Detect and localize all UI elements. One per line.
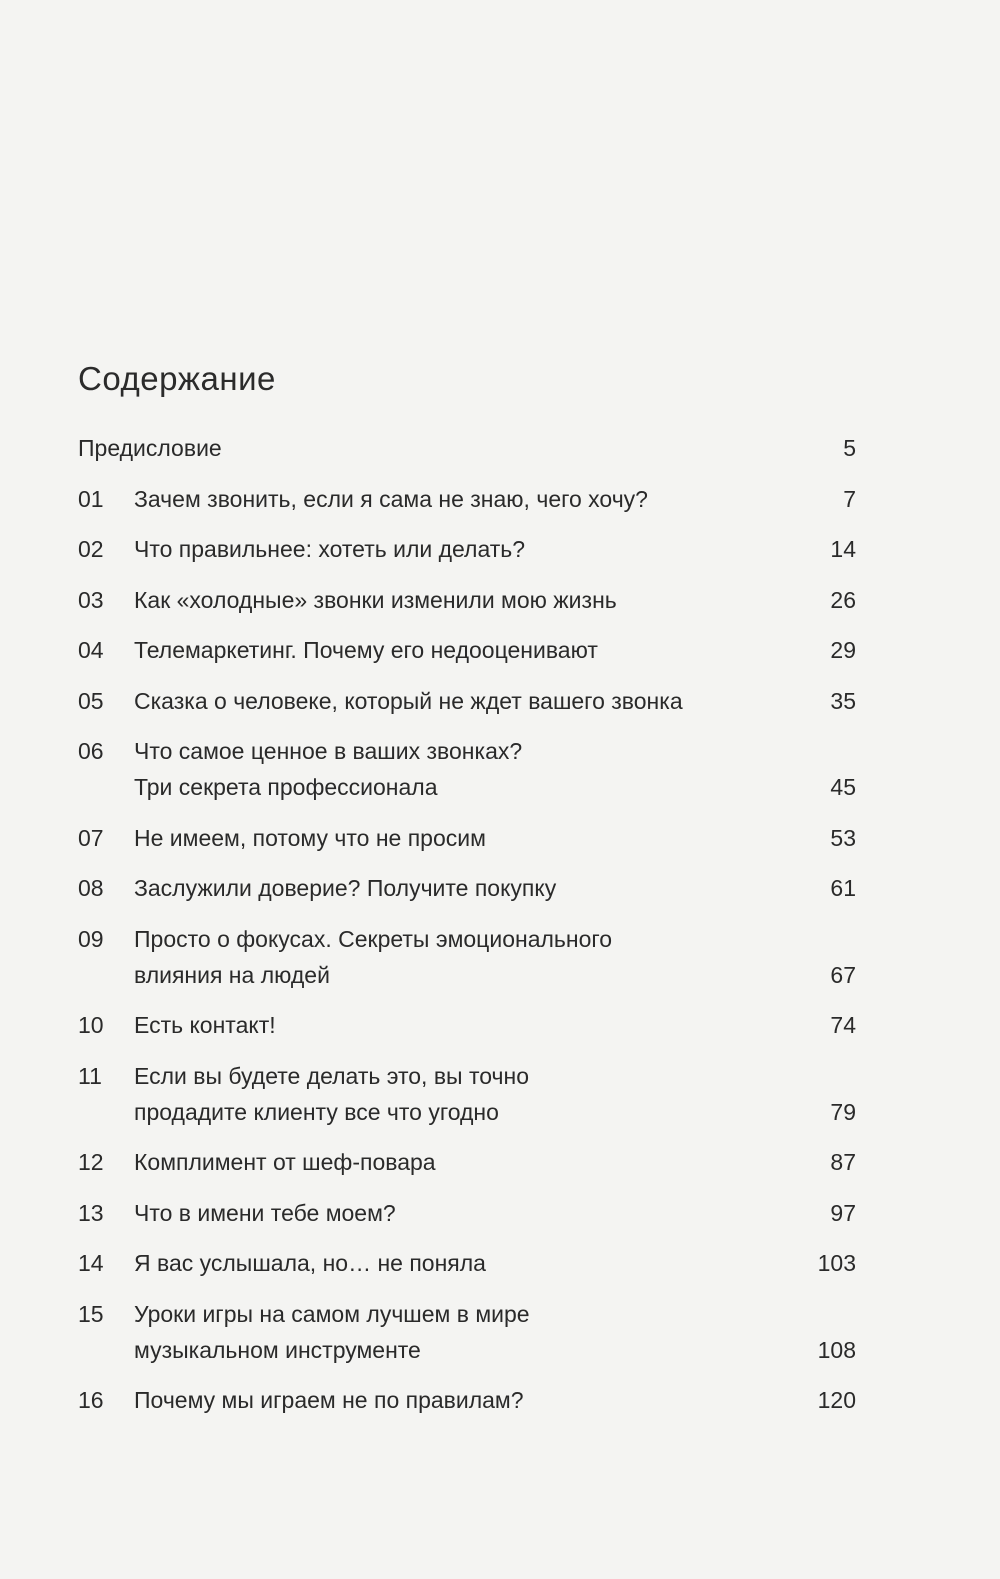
toc-chapter-number: 09 xyxy=(78,925,104,952)
toc-page-number: 79 xyxy=(830,1098,856,1125)
toc-chapter-number: 04 xyxy=(78,637,104,663)
toc-chapter-title: Что правильнее: хотеть или делать? xyxy=(134,536,526,562)
toc-entry xyxy=(78,430,856,466)
toc-chapter-number: 06 xyxy=(78,738,104,764)
toc-chapter-number: 02 xyxy=(78,536,104,562)
toc-page-number: 87 xyxy=(830,1149,856,1175)
toc-chapter-number: 13 xyxy=(78,1199,104,1226)
toc-chapter-title: Предисловие xyxy=(78,435,222,461)
toc-entry xyxy=(78,1007,856,1043)
toc-entry xyxy=(78,733,856,805)
toc-entry xyxy=(78,531,856,567)
toc-chapter-title: Как «холодные» звонки изменили мою жизнь xyxy=(134,586,617,613)
toc-entry xyxy=(78,921,856,993)
toc-chapter-title: Телемаркетинг. Почему его недооценивают xyxy=(134,637,598,663)
page-title: Содержание xyxy=(78,360,276,397)
toc-chapter-number: 08 xyxy=(78,875,104,901)
table-of-contents xyxy=(78,430,856,1433)
toc-entry xyxy=(78,1245,856,1281)
toc-page-number: 29 xyxy=(830,637,856,663)
toc-chapter-title: Уроки игры на самом лучшем в мире музыкальном инструменте xyxy=(134,1300,530,1363)
toc-page-number: 7 xyxy=(843,485,856,512)
toc-entry xyxy=(78,683,856,719)
toc-entry xyxy=(78,1296,856,1368)
toc-chapter-number: 05 xyxy=(78,687,104,714)
toc-chapter-title: Комплимент от шеф-повара xyxy=(134,1149,436,1175)
toc-chapter-number: 01 xyxy=(78,485,104,512)
toc-page-number: 67 xyxy=(830,961,856,988)
toc-entry xyxy=(78,820,856,856)
toc-chapter-title: Что самое ценное в ваших звонках? Три секрета профессионала xyxy=(134,738,523,800)
toc-page-number: 103 xyxy=(817,1250,856,1276)
toc-entry xyxy=(78,582,856,618)
toc-chapter-title: Заслужили доверие? Получите покупку xyxy=(134,875,557,901)
toc-page-number: 108 xyxy=(817,1336,856,1363)
toc-chapter-title: Если вы будете делать это, вы точно продадите клиенту все что угодно xyxy=(134,1062,530,1125)
toc-entry xyxy=(78,870,856,906)
toc-chapter-title: Просто о фокусах. Секреты эмоционального влияния на людей xyxy=(134,925,613,988)
toc-chapter-number: 16 xyxy=(78,1387,104,1413)
toc-page-number: 97 xyxy=(830,1199,856,1226)
toc-entry xyxy=(78,1195,856,1231)
toc-page-number: 120 xyxy=(817,1387,856,1413)
toc-chapter-number: 03 xyxy=(78,586,104,613)
toc-page-number: 26 xyxy=(830,586,856,613)
toc-chapter-number: 10 xyxy=(78,1012,104,1038)
toc-page-number: 61 xyxy=(830,875,856,901)
toc-page-number: 14 xyxy=(830,536,856,562)
toc-page-number: 53 xyxy=(830,824,856,851)
toc-chapter-number: 12 xyxy=(78,1149,104,1175)
toc-entry xyxy=(78,481,856,517)
toc-chapter-title: Есть контакт! xyxy=(134,1012,276,1038)
toc-chapter-number: 07 xyxy=(78,824,104,851)
toc-chapter-title: Не имеем, потому что не просим xyxy=(134,824,486,851)
toc-chapter-title: Я вас услышала, но… не поняла xyxy=(134,1250,486,1276)
toc-entry xyxy=(78,1058,856,1130)
toc-page-number: 45 xyxy=(830,774,856,800)
toc-chapter-title: Сказка о человеке, который не ждет вашего звонка xyxy=(134,687,683,714)
toc-chapter-title: Почему мы играем не по правилам? xyxy=(134,1387,524,1413)
toc-chapter-number: 15 xyxy=(78,1300,104,1327)
toc-page-number: 5 xyxy=(843,435,856,461)
toc-page-number: 74 xyxy=(830,1012,856,1038)
toc-entry xyxy=(78,632,856,668)
toc-chapter-title: Что в имени тебе моем? xyxy=(134,1199,396,1226)
toc-entry xyxy=(78,1144,856,1180)
toc-page-number: 35 xyxy=(830,687,856,714)
toc-chapter-title: Зачем звонить, если я сама не знаю, чего хочу? xyxy=(134,485,648,512)
toc-entry xyxy=(78,1382,856,1418)
toc-chapter-number: 11 xyxy=(78,1062,102,1089)
toc-chapter-number: 14 xyxy=(78,1250,104,1276)
